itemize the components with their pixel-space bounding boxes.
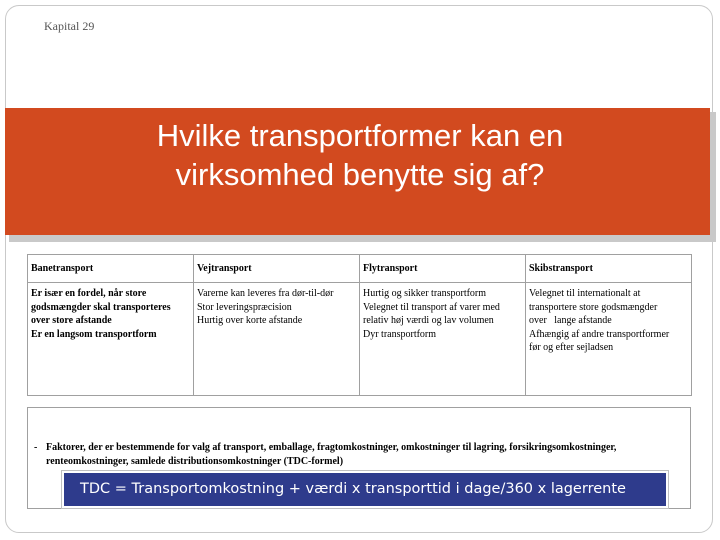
- cell-line: Dyr transportform: [363, 328, 437, 340]
- title-line: virksomhed benytte sig af?: [175, 157, 545, 192]
- table-header-row: [28, 255, 692, 283]
- cell-line: Hurtig over korte afstande: [197, 315, 303, 326]
- slide-title: [40, 116, 680, 194]
- cell-line: før og efter sejladsen: [529, 342, 614, 353]
- cell-line: Er især en fordel, når store: [31, 288, 147, 299]
- cell-line: Er en langsom transportform: [31, 328, 157, 340]
- chapter-label: Kapital 29: [44, 19, 95, 33]
- cell-line: Varerne kan leveres fra dør-til-dør: [197, 288, 334, 299]
- cell-line: Velegnet til internationalt at: [529, 288, 641, 299]
- table-cell-skibstransport: [526, 283, 692, 396]
- factors-text: [34, 441, 686, 469]
- header-cell: Vejtransport: [194, 255, 360, 283]
- tdc-formula: TDC = Transportomkostning + værdi x transporttid i dage/360 x lagerrente: [64, 473, 666, 506]
- cell-line: transportere store godsmængder: [529, 301, 658, 313]
- bullet-dash: -: [34, 442, 38, 453]
- header-cell: Banetransport: [28, 255, 194, 283]
- factors-line: renteomkostninger, samlede distributionsomkostninger (TDC-formel): [46, 456, 344, 467]
- cell-line: over lange afstande: [529, 315, 612, 326]
- table-cell-banetransport: [28, 283, 194, 396]
- table-cell-vejtransport: [194, 283, 360, 396]
- table-cell-flytransport: [360, 283, 526, 396]
- title-line: Hvilke transportformer kan en: [156, 118, 564, 153]
- cell-line: Hurtig og sikker transportform: [363, 288, 487, 299]
- cell-line: Afhængig af andre transportformer: [529, 328, 670, 340]
- cell-line: relativ høj værdi og lav volumen: [363, 315, 494, 326]
- cell-line: godsmængder skal transporteres: [31, 301, 171, 313]
- cell-line: Stor leveringspræcision: [197, 301, 292, 313]
- factors-line: Faktorer, der er bestemmende for valg af transport, emballage, fragtomkostninger, omkostninger til lagring, forsikringsomkostninger,: [46, 442, 617, 453]
- header-cell: Flytransport: [360, 255, 526, 283]
- table-row: [28, 283, 692, 396]
- formula-box: [61, 470, 669, 509]
- cell-line: over store afstande: [31, 315, 112, 326]
- cell-line: Velegnet til transport af varer med: [363, 301, 500, 313]
- transport-table: [27, 254, 692, 396]
- header-cell: Skibstransport: [526, 255, 692, 283]
